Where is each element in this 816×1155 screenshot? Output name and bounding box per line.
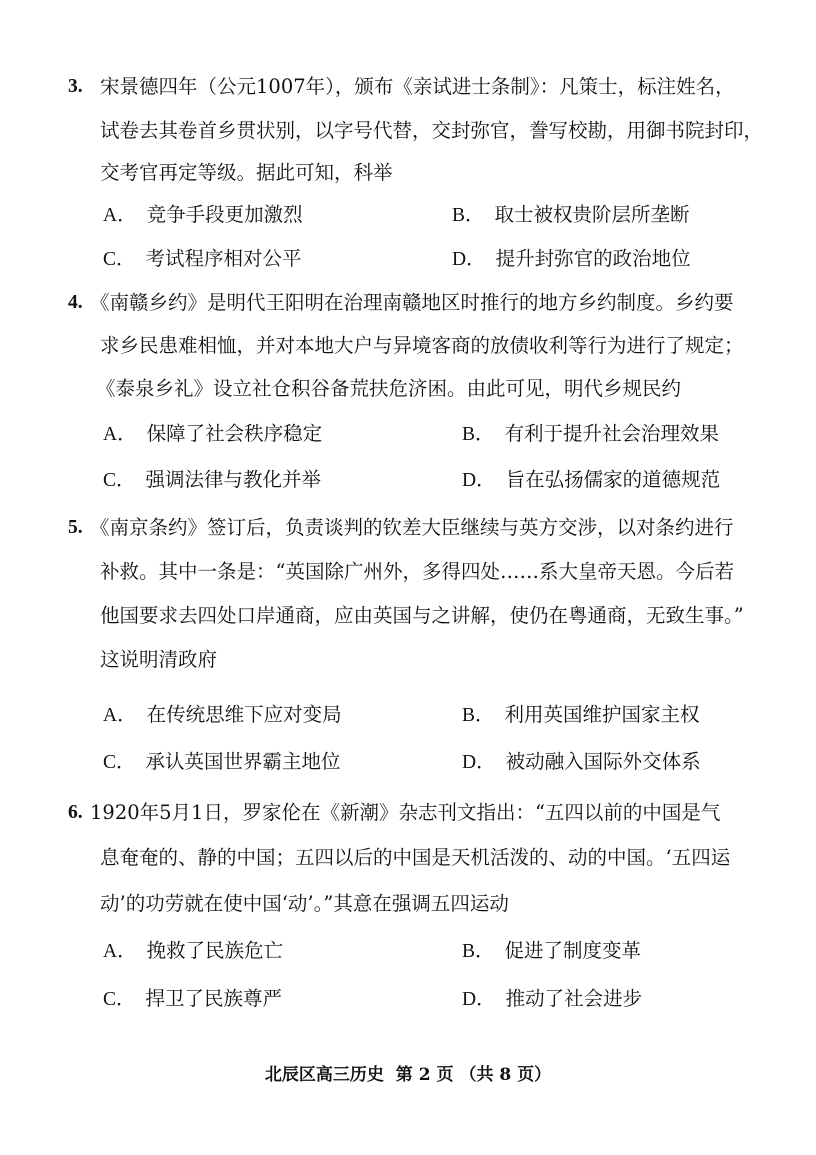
question-text-line: 补救。其中一条是：“英国除广州外，多得四处……系大皇帝天恩。今后若 (100, 560, 734, 583)
option-letter: B． (462, 705, 495, 726)
option-text: 竞争手段更加激烈 (146, 203, 303, 226)
question-text-line: 《南赣乡约》是明代王阳明在治理南赣地区时推行的地方乡约制度。乡约要 (90, 291, 734, 314)
option-letter: A． (103, 705, 137, 726)
question-text-line: 试卷去其卷首乡贯状别，以字号代替，交封弥官，誊写校勘，用御书院封印， (100, 119, 764, 142)
option-letter: D． (462, 989, 496, 1010)
option-b (462, 421, 719, 448)
option-a (103, 938, 283, 965)
option-text: 强调法律与教化并举 (145, 468, 322, 491)
option-c (103, 246, 302, 273)
question-number: 3. (68, 76, 83, 97)
question-text-line: 宋景德四年（公元1007年），颁布《亲试进士条制》：凡策士，标注姓名， (100, 75, 735, 98)
option-text: 有利于提升社会治理效果 (504, 422, 720, 445)
option-text: 提升封弥官的政治地位 (495, 247, 691, 270)
question-text-line: 求乡民患难相恤，并对本地大户与异境客商的放债收利等行为进行了规定； (100, 334, 744, 357)
option-letter: B． (462, 424, 495, 445)
option-text: 利用英国维护国家主权 (504, 703, 700, 726)
option-text: 在传统思维下应对变局 (146, 703, 342, 726)
option-text: 旨在弘扬儒家的道德规范 (505, 468, 721, 491)
question-number: 4. (68, 292, 83, 313)
option-a (103, 702, 342, 729)
option-a (103, 421, 322, 448)
option-d (452, 246, 691, 273)
option-letter: A． (103, 205, 137, 226)
option-b (452, 202, 690, 229)
option-d (462, 467, 720, 494)
question-text-line: 《泰泉乡礼》设立社仓积谷备荒扶危济困。由此可见，明代乡规民约 (96, 377, 682, 400)
question-text-line: 动’的功劳就在使中国‘动’。”其意在强调五四运动 (100, 892, 509, 915)
option-letter: A． (103, 424, 137, 445)
option-text: 考试程序相对公平 (145, 247, 302, 270)
footer-subject: 北辰区高三历史 (264, 1065, 384, 1085)
option-letter: A． (103, 941, 137, 962)
option-text: 推动了社会进步 (505, 987, 643, 1010)
option-d (462, 986, 642, 1013)
option-letter: C． (103, 470, 136, 491)
option-letter: C． (103, 249, 136, 270)
question-text-line: 息奄奄的、静的中国；五四以后的中国是天机活泼的、动的中国。‘五四运 (100, 846, 731, 869)
question-text-line: 这说明清政府 (100, 648, 218, 671)
question-text-line: 他国要求去四处口岸通商，应由英国与之讲解，使仍在粤通商，无致生事。” (100, 604, 744, 627)
option-c (103, 986, 282, 1013)
page-footer (0, 1063, 816, 1087)
question-number: 6. (68, 802, 83, 823)
option-letter: C． (103, 989, 136, 1010)
option-d (462, 749, 701, 776)
option-text: 取士被权贵阶层所垄断 (494, 203, 690, 226)
option-c (103, 749, 341, 776)
footer-page-number: 第 2 页 (395, 1065, 454, 1085)
option-letter: B． (452, 205, 485, 226)
option-a (103, 202, 303, 229)
question-text-line: 交考官再定等级。据此可知，科举 (100, 161, 393, 184)
option-text: 捍卫了民族尊严 (145, 987, 283, 1010)
option-c (103, 467, 321, 494)
option-letter: B． (462, 941, 495, 962)
option-letter: D． (462, 470, 496, 491)
footer-total-pages: （共 8 页） (459, 1065, 552, 1085)
option-b (462, 702, 700, 729)
option-text: 承认英国世界霸主地位 (145, 750, 341, 773)
option-text: 促进了制度变革 (504, 939, 642, 962)
question-number: 5. (68, 517, 83, 538)
option-b (462, 938, 641, 965)
option-text: 挽救了民族危亡 (146, 939, 284, 962)
option-letter: C． (103, 752, 136, 773)
option-letter: D． (462, 752, 496, 773)
option-text: 被动融入国际外交体系 (505, 750, 701, 773)
question-text-line: 《南京条约》签订后，负责谈判的钦差大臣继续与英方交涉，以对条约进行 (90, 516, 734, 539)
option-letter: D． (452, 249, 486, 270)
question-text-line: 1920年5月1日，罗家伦在《新潮》杂志刊文指出：“五四以前的中国是气 (90, 801, 721, 824)
option-text: 保障了社会秩序稳定 (146, 422, 323, 445)
